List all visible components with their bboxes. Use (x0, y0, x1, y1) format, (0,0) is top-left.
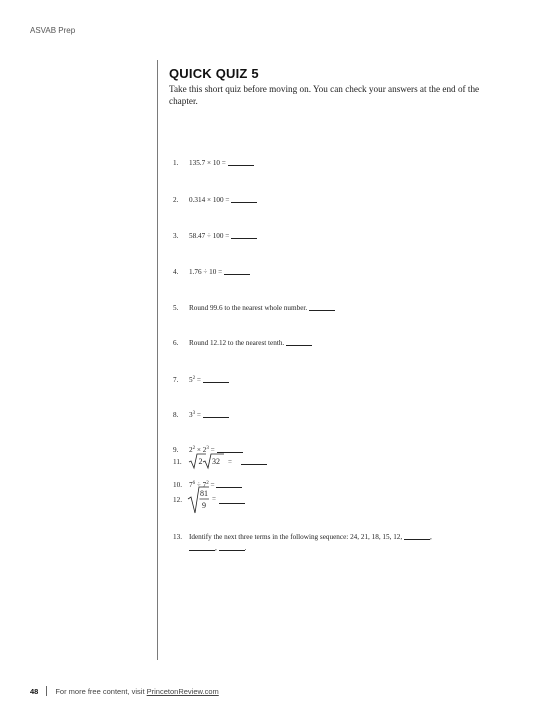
answer-blank[interactable] (203, 376, 229, 383)
exponent: 2 (192, 446, 196, 451)
exponent: 3 (206, 446, 209, 451)
answer-blank[interactable] (203, 411, 229, 418)
question-number: 5. (173, 304, 179, 312)
radicand: 32 (212, 457, 220, 466)
answer-blank[interactable] (231, 232, 257, 239)
operator: ÷ (196, 481, 201, 489)
question-text: 0.314 × 100 = (189, 196, 230, 204)
blank-separator: , (429, 533, 432, 541)
answer-blank[interactable] (189, 544, 215, 551)
page-footer (30, 686, 219, 696)
question-number: 11. (173, 458, 182, 466)
quiz-intro: Take this short quiz before moving on. You can check your answers at the end of the chapter. (169, 84, 480, 106)
quiz-title: QUICK QUIZ 5 (169, 66, 259, 81)
radical-expression (188, 452, 238, 470)
question-number: 10. (173, 481, 182, 489)
coefficient: 2 (198, 457, 203, 466)
equals-sign: = (210, 446, 215, 454)
equals-sign: = (228, 458, 232, 466)
question-13-continuation: , . (173, 543, 503, 554)
base: 7 (202, 481, 207, 489)
base: 7 (189, 481, 193, 489)
question-8 (173, 411, 229, 419)
blank-separator: , (215, 544, 217, 552)
answer-blank[interactable] (231, 196, 257, 203)
question-number: 13. (173, 533, 182, 541)
question-6 (173, 339, 312, 347)
numerator: 81 (200, 489, 208, 498)
answer-blank[interactable] (241, 458, 267, 465)
question-text: 1.76 ÷ 10 = (189, 268, 223, 276)
footer-link[interactable]: PrincetonReview.com (146, 686, 219, 696)
base: 3 (189, 411, 193, 419)
equals-sign: = (196, 376, 201, 384)
margin-rule (157, 60, 158, 660)
question-1 (173, 159, 254, 167)
base: 2 (202, 446, 207, 454)
question-number: 2. (173, 196, 179, 204)
exponent: 2 (192, 376, 196, 381)
question-text: 58.47 ÷ 100 = (189, 232, 230, 240)
exponent: 3 (192, 411, 196, 416)
question-7 (173, 376, 229, 384)
equals-sign: = (212, 495, 216, 503)
exponent: 2 (206, 481, 209, 486)
answer-blank[interactable] (309, 304, 335, 311)
question-3 (173, 232, 257, 240)
question-4 (173, 268, 250, 276)
question-number: 4. (173, 268, 179, 276)
question-number: 6. (173, 339, 179, 347)
base: 5 (189, 376, 193, 384)
question-number: 1. (173, 159, 179, 167)
running-header: ASVAB Prep (30, 26, 76, 35)
question-number: 3. (173, 232, 179, 240)
answer-blank[interactable] (286, 339, 312, 346)
answer-blank[interactable] (224, 268, 250, 275)
operator: × (196, 446, 201, 454)
question-13 (173, 532, 503, 554)
question-number: 9. (173, 446, 179, 454)
footer-divider (46, 686, 47, 696)
answer-blank[interactable] (228, 159, 254, 166)
exponent: 6 (192, 481, 196, 486)
question-number: 12. (173, 496, 182, 504)
question-5 (173, 304, 335, 312)
page-number: 48 (30, 686, 39, 696)
base: 2 (189, 446, 193, 454)
question-2 (173, 196, 257, 204)
answer-blank[interactable] (219, 497, 245, 504)
question-text: Round 12.12 to the nearest tenth. (189, 339, 285, 347)
answer-blank[interactable] (219, 544, 245, 551)
question-text: Identify the next three terms in the following sequence: 24, 21, 18, 15, 12, (189, 533, 403, 541)
question-text: 135.7 × 10 = (189, 159, 226, 167)
question-text: Round 99.6 to the nearest whole number. (189, 304, 308, 312)
equals-sign: = (196, 411, 201, 419)
answer-blank[interactable] (404, 533, 430, 540)
footer-text: For more free content, visit (55, 686, 145, 696)
question-number: 8. (173, 411, 179, 419)
outer-radical-sign (189, 454, 206, 468)
denominator: 9 (202, 501, 206, 510)
question-number: 7. (173, 376, 179, 384)
equals-sign: = (210, 481, 215, 489)
